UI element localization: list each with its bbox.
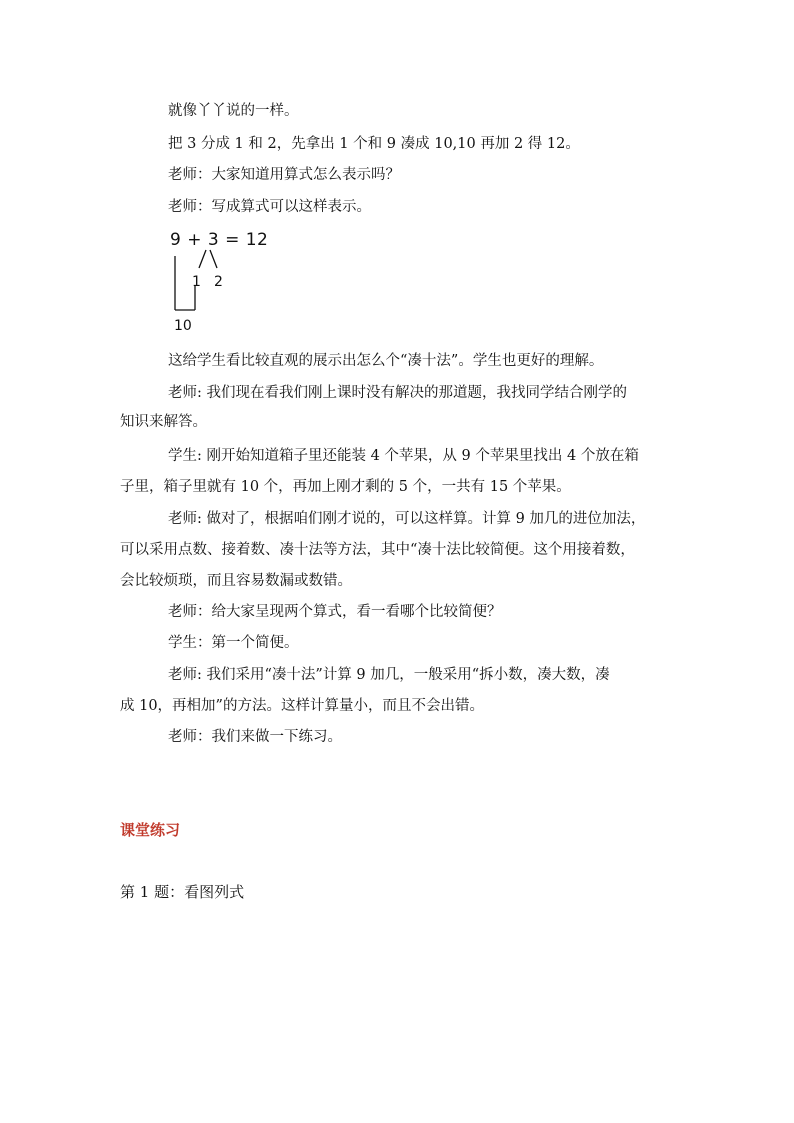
paragraph-11-line-2: 成 10，再相加”的方法。这样计算量小，而且不会出错。: [120, 698, 484, 714]
paragraph-9: 老师：给大家呈现两个算式，看一看哪个比较简便？: [168, 604, 502, 620]
paragraph-12: 老师：我们来做一下练习。: [168, 729, 342, 745]
paragraph-6-line-2: 知识来解答。: [120, 414, 207, 430]
paragraph-7-line-1: 学生: 刚开始知道箱子里还能装 4 个苹果，从 9 个苹果里找出 4 个放在箱: [168, 448, 639, 464]
paragraph-5: 这给学生看比较直观的展示出怎么个“凑十法”。学生也更好的理解。: [168, 353, 604, 369]
split-left-number: 1: [192, 274, 201, 290]
paragraph-8-line-3: 会比较烦琐，而且容易数漏或数错。: [120, 573, 352, 589]
paragraph-10: 学生：第一个简便。: [168, 635, 299, 651]
paragraph-4: 老师：写成算式可以这样表示。: [168, 199, 371, 215]
paragraph-8-line-1: 老师: 做对了，根据咱们刚才说的，可以这样算。计算 9 加几的进位加法，: [168, 511, 646, 527]
paragraph-3: 老师：大家知道用算式怎么表示吗？: [168, 167, 400, 183]
paragraph-1: 就像丫丫说的一样。: [168, 103, 299, 119]
section-heading: 课堂练习: [120, 821, 181, 839]
paragraph-8-line-2: 可以采用点数、接着数、凑十法等方法，其中“凑十法比较简便。这个用接着数，: [120, 542, 635, 558]
equation-text: 9 + 3 = 12: [170, 230, 269, 250]
paragraph-6-line-1: 老师: 我们现在看我们刚上课时没有解决的那道题，我找同学结合刚学的: [168, 385, 627, 401]
paragraph-11-line-1: 老师: 我们采用“凑十法”计算 9 加几，一般采用“拆小数，凑大数，凑: [168, 667, 610, 683]
make-ten-diagram: [168, 228, 288, 340]
split-right-number: 2: [214, 274, 223, 290]
paragraph-7-line-2: 子里，箱子里就有 10 个，再加上刚才剩的 5 个，一共有 15 个苹果。: [120, 479, 571, 495]
sum-ten-number: 10: [174, 318, 192, 334]
exercise-1-title: 第 1 题：看图列式: [120, 883, 245, 901]
paragraph-2: 把 3 分成 1 和 2，先拿出 1 个和 9 凑成 10,10 再加 2 得 12。: [168, 136, 580, 152]
